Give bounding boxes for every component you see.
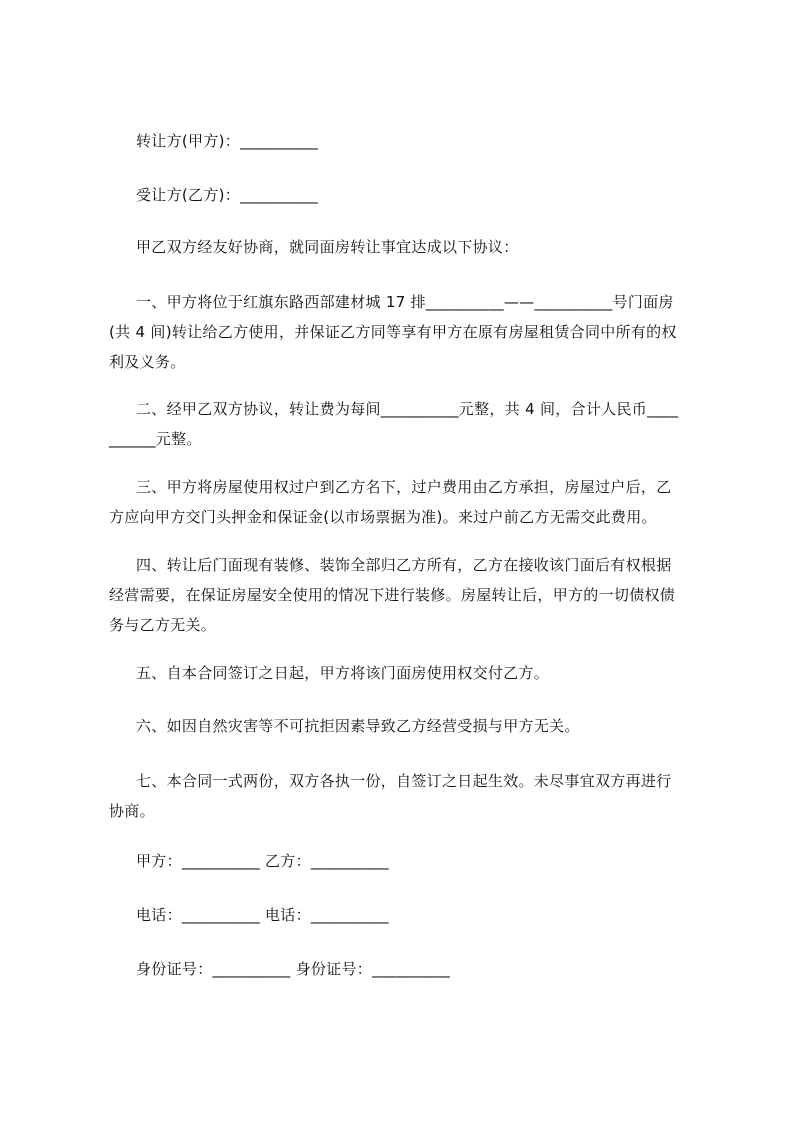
clause-3-line-2: 方应向甲方交门头押金和保证金(以市场票据为准)。来过户前乙方无需交此费用。	[109, 508, 657, 526]
clause-7-line-1: 七、本合同一式两份，双方各执一份，自签订之日起生效。未尽事宜双方再进行	[136, 772, 672, 790]
clause-5: 五、自本合同签订之日起，甲方将该门面房使用权交付乙方。	[136, 664, 550, 682]
clause-1-line-2: (共 4 间)转让给乙方使用，并保证乙方同等享有甲方在原有房屋租赁合同中所有的权	[109, 323, 677, 341]
signature-party-line: 甲方：__________ 乙方：__________	[136, 852, 389, 870]
clause-4-line-1: 四、转让后门面现有装修、装饰全部归乙方所有，乙方在接收该门面后有权根据	[136, 556, 672, 574]
transferor-line: 转让方(甲方)：__________	[136, 132, 319, 150]
clause-2-line-1: 二、经甲乙双方协议，转让费为每间__________元整，共 4 间，合计人民币____	[136, 400, 679, 418]
clause-7-line-2: 协商。	[109, 802, 155, 820]
clause-1-line-1: 一、甲方将位于红旗东路西部建材城 17 排__________——__________号门面房	[136, 293, 674, 311]
clause-2	[109, 394, 701, 454]
clause-7	[109, 766, 701, 826]
clause-3-line-1: 三、甲方将房屋使用权过户到乙方名下，过户费用由乙方承担，房屋过户后，乙	[136, 478, 672, 496]
transferee-line: 受让方(乙方)：__________	[136, 186, 319, 204]
clause-4-line-3: 务与乙方无关。	[109, 616, 217, 634]
clause-1-line-3: 利及义务。	[109, 353, 186, 371]
clause-2-line-2: ______元整。	[109, 430, 202, 448]
clause-6: 六、如因自然灾害等不可抗拒因素导致乙方经营受损与甲方无关。	[136, 717, 580, 735]
clause-4-line-2: 经营需要，在保证房屋安全使用的情况下进行装修。房屋转让后，甲方的一切债权债	[109, 586, 676, 604]
clause-3	[109, 472, 701, 532]
intro-line: 甲乙双方经友好协商，就同面房转让事宜达成以下协议：	[136, 238, 519, 256]
clause-1	[109, 287, 701, 377]
signature-id-line: 身份证号：__________ 身份证号：__________	[136, 960, 451, 978]
signature-phone-line: 电话：__________ 电话：__________	[136, 906, 389, 924]
clause-4	[109, 550, 701, 640]
